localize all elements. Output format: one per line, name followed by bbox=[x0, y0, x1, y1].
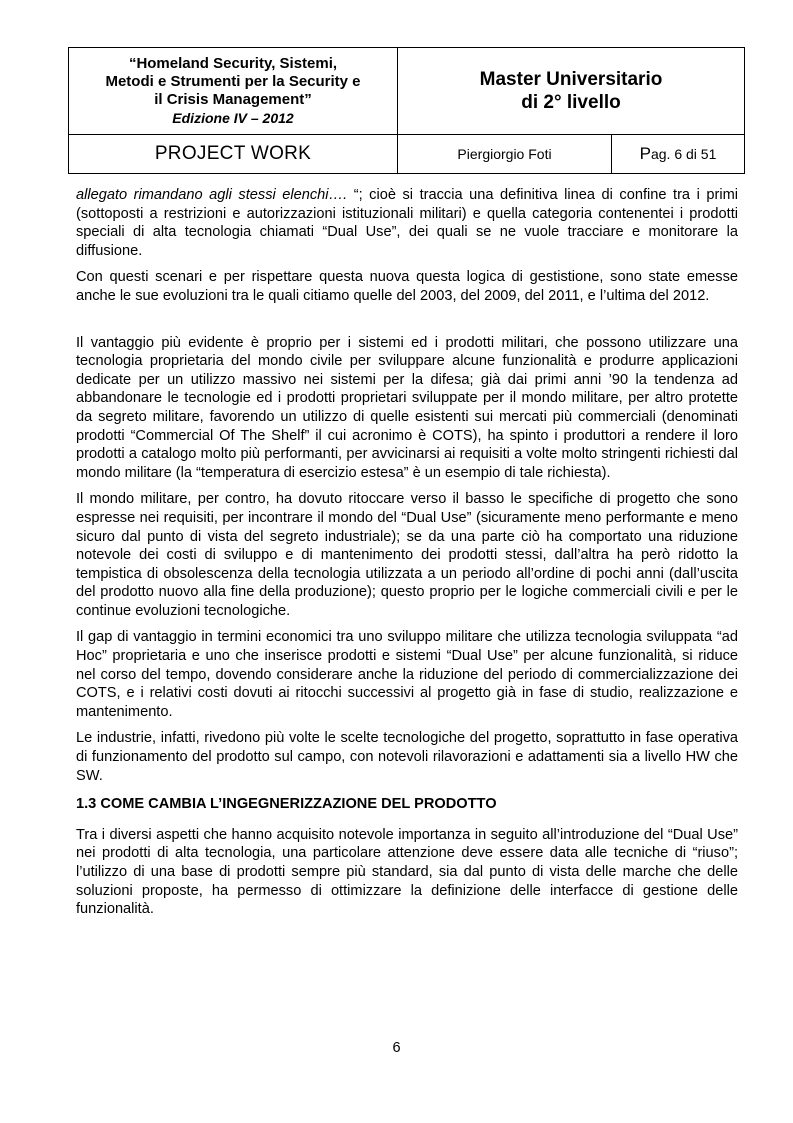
project-work-label: PROJECT WORK bbox=[154, 143, 312, 164]
paragraph-text: “; cioè si traccia una definitiva linea di confine tra i primi (sottoposti a restrizioni e autorizzazioni istituzionali militari) e quella categoria contenentei i prodotti speciali di alta tecnologia chiamati “Dual Use”, dei quali se ne vuole tracciare e monitorare la diffusione. bbox=[76, 187, 738, 259]
page-number: 6 bbox=[392, 1040, 401, 1056]
edition-label: Edizione IV – 2012 bbox=[172, 110, 294, 126]
paragraph: Le industrie, infatti, rivedono più volte le scelte tecnologiche del progetto, soprattutto in fase operativa di funzionamento del prodotto sul campo, con notevoli rilavorazioni e adattamenti sia a livello HW che SW. bbox=[76, 730, 738, 784]
master-title-cell bbox=[398, 48, 744, 134]
paragraph-italic-lead: allegato rimandano agli stessi elenchi…. bbox=[76, 187, 348, 203]
master-title-line: Master Universitario bbox=[479, 69, 663, 90]
course-title-cell bbox=[69, 48, 397, 134]
course-title-line: “Homeland Security, Sistemi, bbox=[128, 55, 338, 72]
document-body bbox=[76, 186, 738, 927]
page-header-table bbox=[68, 47, 745, 174]
page-indicator bbox=[612, 135, 744, 173]
paragraph: Il gap di vantaggio in termini economici tra uno sviluppo militare che utilizza tecnologia sviluppata “ad Hoc” proprietaria e uno che inserisce prodotti e sistemi “Dual Use” per alcune funzionalità, si riduce nel corso del tempo, dovendo considerare anche la riduzione del periodo di commercializzazione dei COTS, e i relativi costi dovuti ai ritocchi successivi al progetto già in fase di studio, realizzazione e mantenimento. bbox=[76, 629, 738, 720]
course-title-line: il Crisis Management” bbox=[154, 91, 312, 108]
course-title-line: Metodi e Strumenti per la Security e bbox=[105, 73, 361, 90]
paragraph bbox=[76, 186, 738, 260]
section-heading: 1.3 COME CAMBIA L’INGEGNERIZZAZIONE DEL PRODOTTO bbox=[76, 796, 497, 813]
paragraph: Tra i diversi aspetti che hanno acquisito notevole importanza in seguito all’introduzione del “Dual Use” nei prodotti di alta tecnologia, una particolare attenzione deve essere data alle tecniche di “riuso”; l’utilizzo di una base di prodotti sempre più standard, sia dal punto di vista delle marche che delle soluzioni proposte, ha permesso di ottimizzare la definizione delle interfacce di gestione delle funzionalità. bbox=[76, 826, 738, 918]
master-title-line: di 2° livello bbox=[521, 92, 621, 113]
paragraph: Il mondo militare, per contro, ha dovuto ritoccare verso il basso le specifiche di progetto che sono espresse nei requisiti, per incontrare il mondo del “Dual Use” (sicuramente meno performante e meno sicuro dal punto di vista del segreto industriale); se da una parte ciò ha comportato una riduzione notevole dei costi di sviluppo e di mantenimento dei prodotti stessi, dall’altra ha però ridotto la tempistica di obsolescenza della tecnologia utilizzata a un periodo all’ordine di pochi anni (dall’uscita del prodotto nuovo alla fine della produzione); questo proprio per le logiche commerciali civili e per le continue evoluzioni tecnologiche. bbox=[76, 491, 738, 619]
paragraph: Il vantaggio più evidente è proprio per i sistemi ed i prodotti militari, che possono utilizzare una tecnologia proprietaria del mondo civile per sviluppare alcune funzionalità e produrre applicazioni dedicate per un utilizzo massivo nei sistemi per la difesa; già dai primi anni ’90 la tendenza ad abbandonare le tecnologie ed i prodotti proprietari sviluppate per il mondo militare, per altro protette da segreto militare, favorendo un utilizzo di quelle esistenti sui mercati più commerciali (denominati prodotti “Commercial Of The Shelf” il cui acronimo è COTS), ha spinto i produttori a rendere il loro prodotti a catalogo molto più performanti, per avvicinarsi ai requisiti a volte molto stringenti richiesti dal mondo militare (la “temperatura di esercizio estesa” è un esempio di tale richiesta). bbox=[76, 334, 738, 481]
page-indicator-prefix: P bbox=[639, 144, 651, 163]
paragraph: Con questi scenari e per rispettare questa nuova questa logica di gestistione, sono state emesse anche le sue evoluzioni tra le quali citiamo quelle del 2003, del 2009, del 2011, e l’ultima del 2012. bbox=[76, 269, 738, 304]
author-name: Piergiorgio Foti bbox=[457, 146, 552, 162]
page-indicator-text: ag. 6 di 51 bbox=[650, 146, 717, 162]
